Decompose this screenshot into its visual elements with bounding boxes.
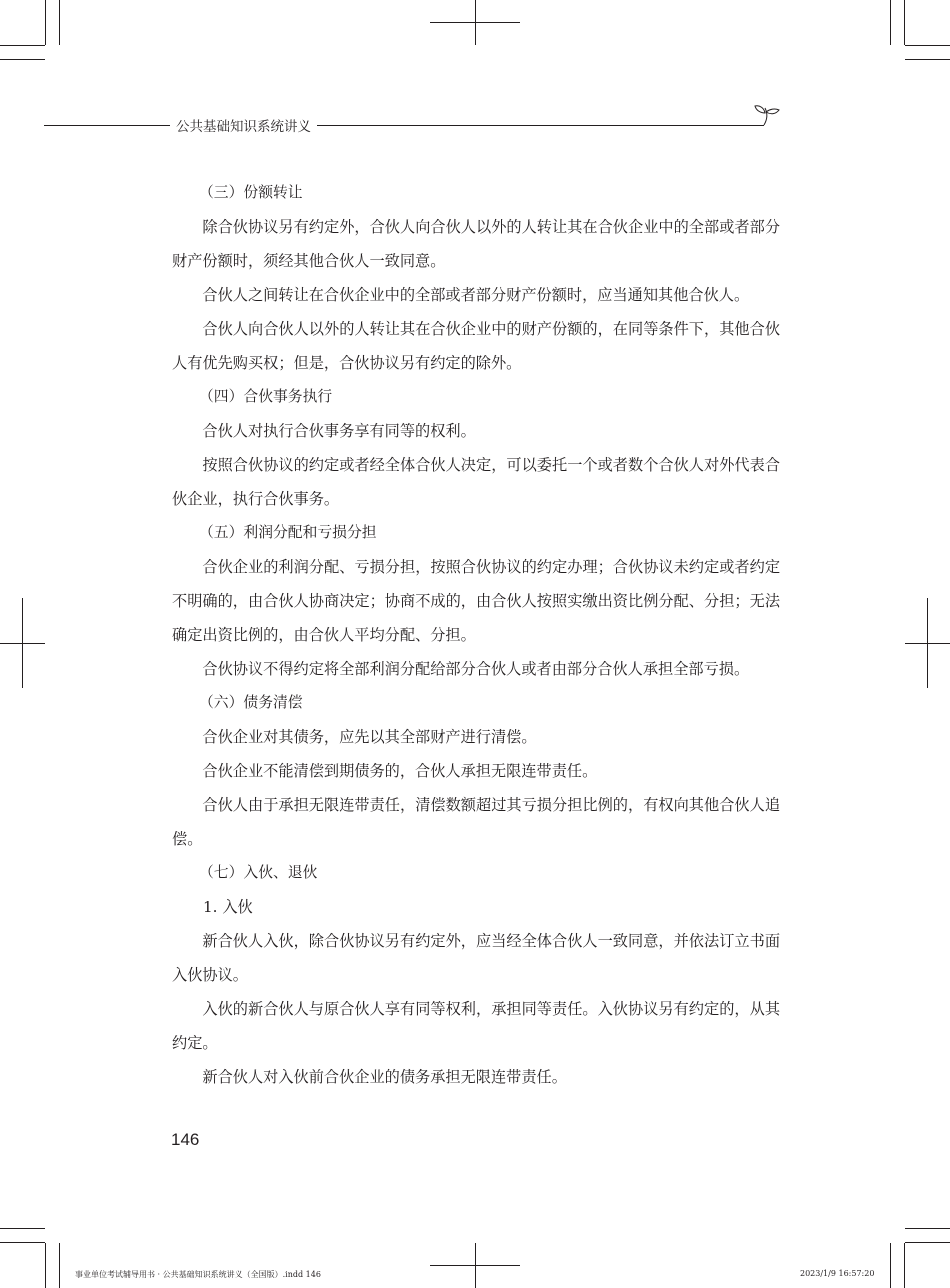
section-heading: （六）债务清偿 [199, 694, 303, 711]
section-heading: （四）合伙事务执行 [199, 388, 333, 405]
paragraph: 除合伙协议另有约定外，合伙人向合伙人以外的人转让其在合伙企业中的全部或者部分财产份额时，须经其他合伙人一致同意。 [172, 218, 780, 270]
paragraph: 合伙企业对其债务，应先以其全部财产进行清偿。 [202, 728, 537, 746]
subsection-heading: 1. 入伙 [203, 898, 253, 916]
paragraph: 入伙的新合伙人与原合伙人享有同等权利，承担同等责任。入伙协议另有约定的，从其约定。 [172, 1000, 780, 1052]
paragraph: 按照合伙协议的约定或者经全体合伙人决定，可以委托一个或者数个合伙人对外代表合伙企业，执行合伙事务。 [172, 456, 780, 508]
page-content [172, 176, 780, 1094]
header-title: 公共基础知识系统讲义 [170, 115, 317, 135]
print-slug-file: 事业单位考试辅导用书 · 公共基础知识系统讲义（全国版）.indd 146 [75, 1270, 321, 1279]
running-header [44, 104, 784, 140]
page-number: 146 [171, 1130, 200, 1149]
paragraph: 合伙人对执行合伙事务享有同等的权利。 [202, 422, 476, 440]
print-slug-timestamp: 2023/1/9 16:57:20 [800, 1269, 875, 1278]
paragraph: 合伙协议不得约定将全部利润分配给部分合伙人或者由部分合伙人承担全部亏损。 [202, 660, 750, 678]
paragraph: 新合伙人入伙，除合伙协议另有约定外，应当经全体合伙人一致同意，并依法订立书面入伙协议。 [172, 932, 780, 984]
section-heading: （七）入伙、退伙 [199, 864, 318, 881]
section-heading: （三）份额转让 [199, 184, 303, 201]
paragraph: 合伙企业的利润分配、亏损分担，按照合伙协议的约定办理；合伙协议未约定或者约定不明确的，由合伙人协商决定；协商不成的，由合伙人按照实缴出资比例分配、分担；无法确定出资比例的，由合伙人平均分配、分担。 [172, 558, 780, 644]
paragraph: 新合伙人对入伙前合伙企业的债务承担无限连带责任。 [202, 1068, 567, 1086]
paragraph: 合伙企业不能清偿到期债务的，合伙人承担无限连带责任。 [202, 762, 598, 780]
paragraph: 合伙人由于承担无限连带责任，清偿数额超过其亏损分担比例的，有权向其他合伙人追偿。 [172, 796, 780, 848]
header-rule [44, 104, 784, 140]
paragraph: 合伙人向合伙人以外的人转让其在合伙企业中的财产份额的，在同等条件下，其他合伙人有优先购买权；但是，合伙协议另有约定的除外。 [172, 320, 780, 372]
leaf-icon [755, 106, 779, 125]
paragraph: 合伙人之间转让在合伙企业中的全部或者部分财产份额时，应当通知其他合伙人。 [202, 286, 750, 304]
section-heading: （五）利润分配和亏损分担 [199, 524, 377, 541]
